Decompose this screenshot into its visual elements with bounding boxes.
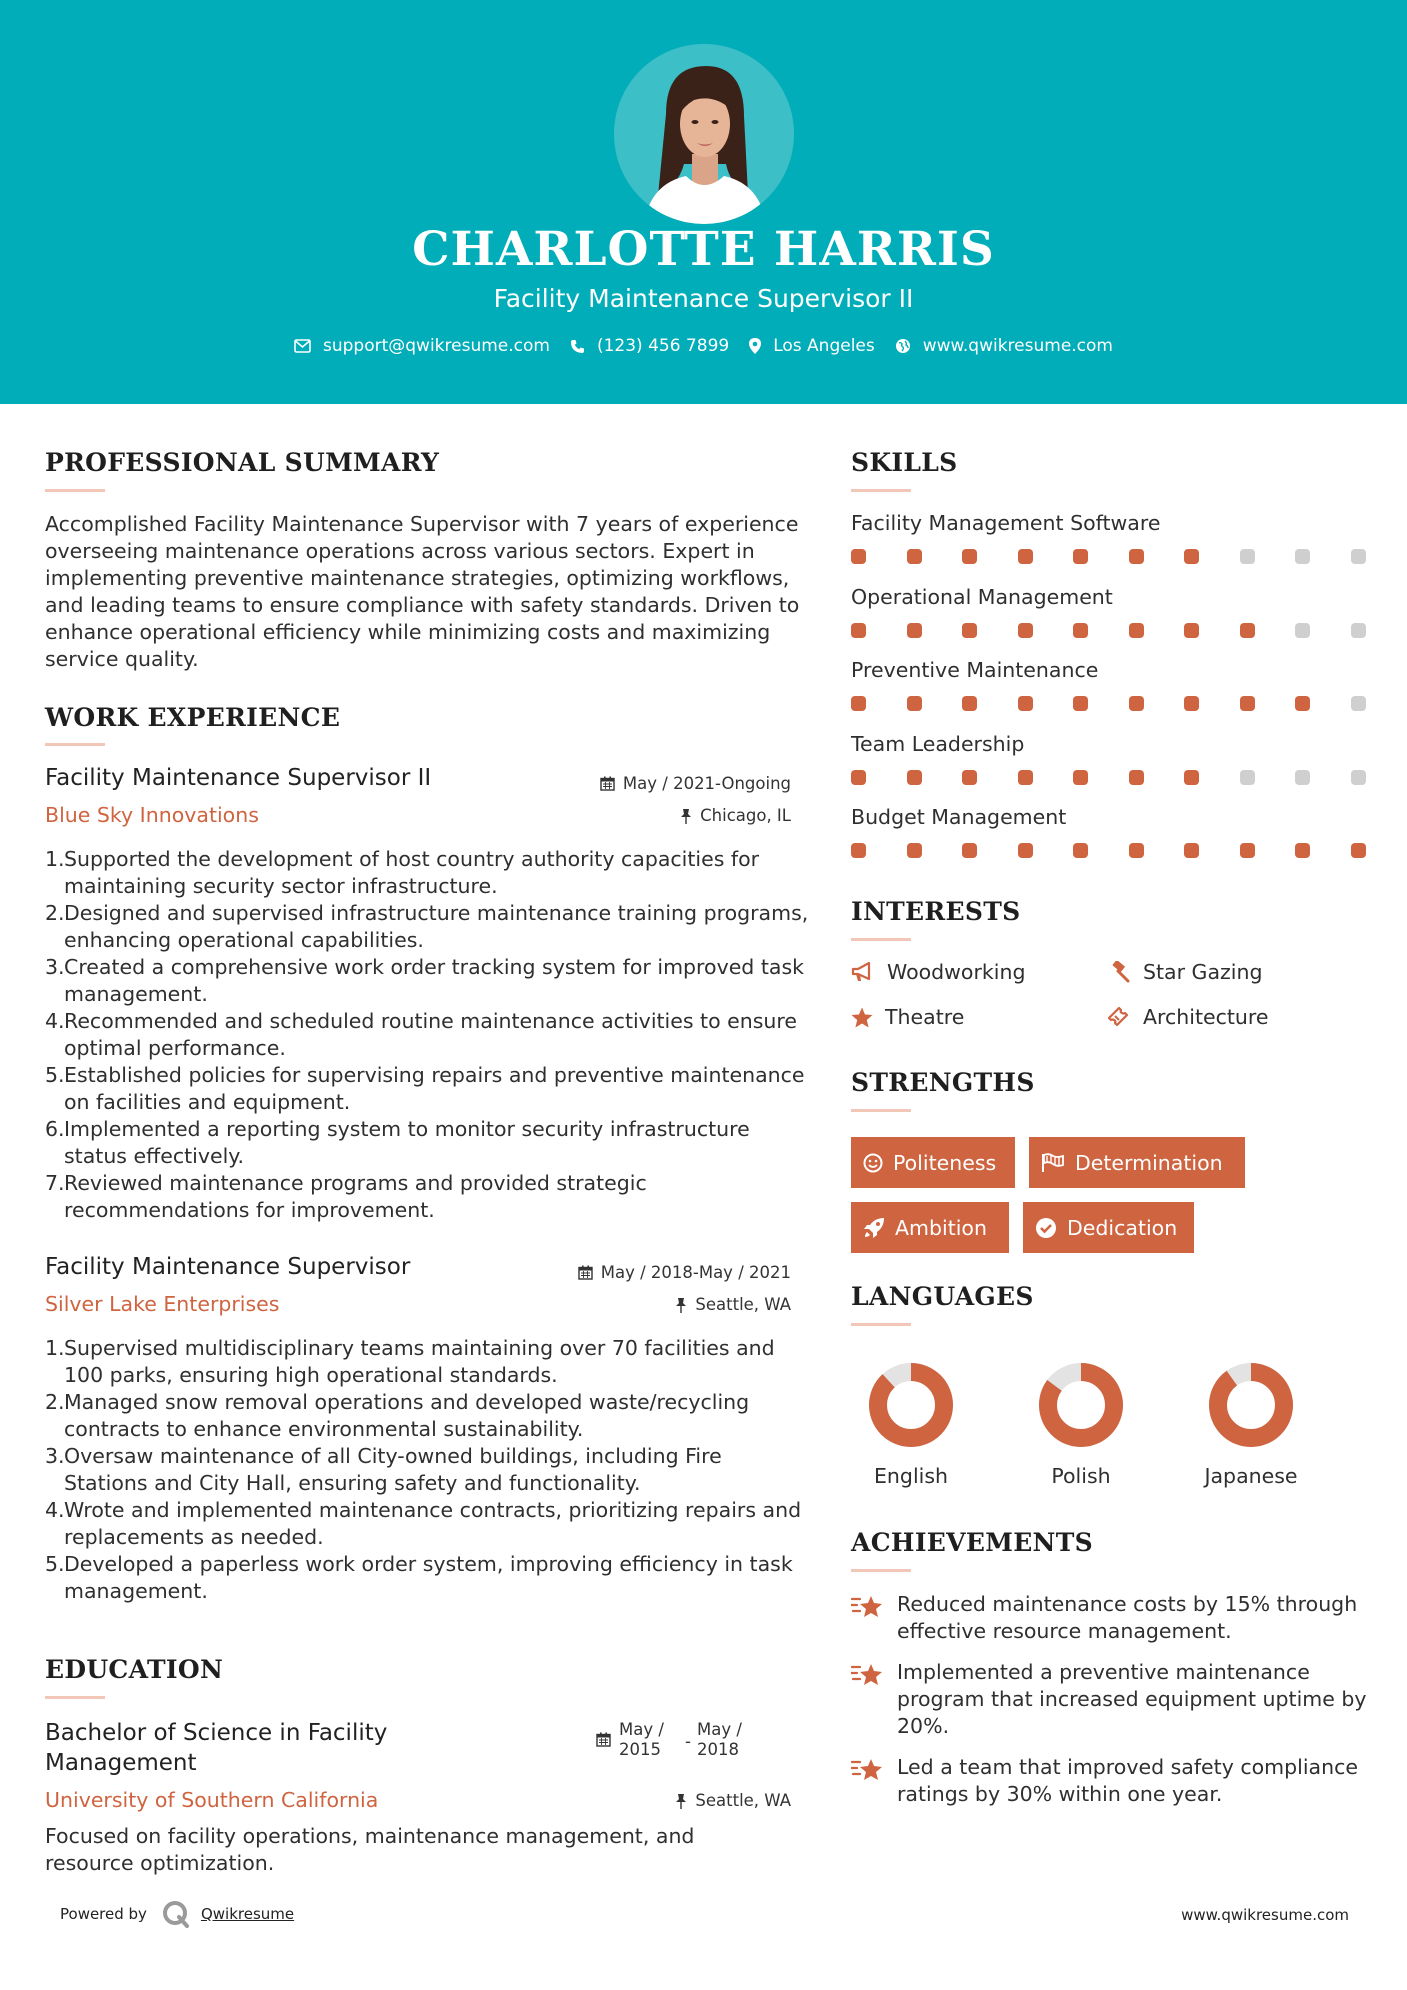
rating-dot	[1295, 549, 1310, 564]
list-item: 5. Developed a paperless work order system, improving efficiency in task management.	[45, 1552, 793, 1603]
website-text[interactable]: www.qwikresume.com	[922, 336, 1113, 356]
calendar-icon	[600, 776, 615, 791]
rating-dot	[1240, 696, 1255, 711]
language-donut	[866, 1360, 956, 1450]
rating-dot	[1073, 623, 1088, 638]
contact-bar	[0, 336, 1407, 356]
rating-dot	[1018, 549, 1033, 564]
list-item: 7. Reviewed maintenance programs and provided strategic recommendations for improvement.	[45, 1171, 647, 1222]
rocket-icon	[863, 1217, 885, 1239]
rating-dot	[1184, 623, 1199, 638]
start-date-text: May / 2015	[619, 1720, 664, 1759]
job-date	[578, 1263, 791, 1282]
list-item: 4. Recommended and scheduled routine maintenance activities to ensure optimal performance.	[45, 1009, 798, 1060]
globe-icon	[895, 338, 911, 354]
rating-dot	[1240, 770, 1255, 785]
interest-item: Architecture	[1107, 1005, 1269, 1029]
shooting-star-icon	[851, 1661, 885, 1687]
date-text: May / 2021-Ongoing	[622, 774, 791, 793]
skills-heading: SKILLS	[851, 448, 958, 477]
skill-rating	[851, 549, 1406, 564]
rating-dot	[1184, 696, 1199, 711]
rating-dot	[1018, 770, 1033, 785]
job-duties-list	[45, 846, 810, 1224]
rating-dot	[1351, 696, 1366, 711]
gavel-icon	[1107, 961, 1131, 983]
rating-dot	[1129, 623, 1144, 638]
donut-level-arc	[1218, 1372, 1284, 1438]
achievements-underline	[851, 1569, 911, 1572]
location-text: Chicago, IL	[700, 806, 791, 825]
education-underline	[45, 1696, 105, 1699]
list-item: 3. Oversaw maintenance of all City-owned buildings, including Fire Stations and City Hall, ensuring safety and functionality.	[45, 1444, 722, 1495]
strengths-heading: STRENGTHS	[851, 1068, 1035, 1097]
contact-email[interactable]	[294, 336, 550, 356]
company-name: Blue Sky Innovations	[45, 803, 259, 827]
list-item: 1. Supported the development of host country authority capacities for maintaining security sector infrastructure.	[45, 847, 760, 898]
interest-item: Woodworking	[851, 960, 1025, 984]
rating-dot	[1295, 696, 1310, 711]
rating-dot	[1295, 623, 1310, 638]
list-item: 2. Managed snow removal operations and developed waste/recycling contracts to enhance environmental sustainability.	[45, 1390, 750, 1441]
brand-link[interactable]: Qwikresume	[200, 1905, 295, 1923]
language-item	[1011, 1360, 1151, 1488]
rating-dot	[1351, 623, 1366, 638]
rating-dot	[1129, 770, 1144, 785]
interests-underline	[851, 938, 911, 941]
footer-powered-by	[60, 1899, 294, 1929]
skill-rating	[851, 770, 1406, 785]
calendar-icon	[596, 1732, 611, 1747]
contact-location	[749, 336, 875, 356]
rating-dot	[1240, 843, 1255, 858]
location-text: Los Angeles	[773, 336, 875, 356]
end-date-text: May / 2018	[696, 1720, 742, 1759]
rating-dot	[1351, 549, 1366, 564]
calendar-icon	[578, 1265, 593, 1280]
rating-dot	[907, 770, 922, 785]
rating-dot	[1129, 843, 1144, 858]
footer-website[interactable]: www.qwikresume.com	[1181, 1906, 1349, 1924]
star-icon	[851, 1007, 873, 1028]
pushpin-icon	[675, 1297, 687, 1313]
education-date	[596, 1720, 749, 1760]
languages-underline	[851, 1323, 911, 1326]
education-heading: EDUCATION	[45, 1655, 224, 1684]
rating-dot	[962, 770, 977, 785]
rating-dot	[907, 696, 922, 711]
summary-underline	[45, 489, 105, 492]
envelope-icon	[294, 339, 311, 353]
job-title: Facility Maintenance Supervisor II	[45, 765, 432, 791]
rating-dot	[907, 549, 922, 564]
education-description: Focused on facility operations, maintenance management, and resource optimization.	[45, 1824, 695, 1875]
donut-level-arc	[878, 1372, 944, 1438]
rating-dot	[1073, 843, 1088, 858]
rating-dot	[962, 623, 977, 638]
skill-name: Preventive Maintenance	[851, 658, 1099, 682]
achievement-text: Implemented a preventive maintenance program that increased equipment uptime by 20%.	[897, 1660, 1367, 1738]
language-donut	[1036, 1360, 1126, 1450]
contact-website[interactable]	[895, 336, 1113, 356]
rating-dot	[1073, 696, 1088, 711]
summary-text: Accomplished Facility Maintenance Supervisor with 7 years of experience overseeing maintenance operations across various sectors. Expert in implementing preventive maintenance strategies, optimizing workflows, and leading teams to ensure compliance with safety standards. Driven to enhance operational efficiency while minimizing costs and maximizing service quality.	[45, 512, 800, 671]
rating-dot	[1351, 770, 1366, 785]
header-banner	[0, 0, 1407, 404]
smile-icon	[863, 1153, 883, 1173]
skill-name: Team Leadership	[851, 731, 1025, 756]
company-name: Silver Lake Enterprises	[45, 1292, 280, 1316]
location-text: Seattle, WA	[695, 1295, 791, 1314]
skill-rating	[851, 843, 1406, 858]
interests-heading: INTERESTS	[851, 897, 1021, 926]
profile-photo	[614, 44, 794, 224]
job-title: Facility Maintenance Supervisor	[45, 1254, 411, 1280]
email-text[interactable]: support@qwikresume.com	[323, 336, 550, 356]
rating-dot	[1184, 549, 1199, 564]
education-location	[675, 1791, 791, 1810]
language-item	[1181, 1360, 1321, 1488]
strength-chip: Ambition	[851, 1202, 1009, 1253]
location-text: Seattle, WA	[695, 1791, 791, 1810]
rating-dot	[1295, 843, 1310, 858]
rating-dot	[1129, 696, 1144, 711]
rating-dot	[1129, 549, 1144, 564]
skill-name: Budget Management	[851, 805, 1067, 829]
contact-phone[interactable]	[570, 336, 729, 356]
list-item: 4. Wrote and implemented maintenance contracts, prioritizing repairs and replacements as needed.	[45, 1498, 802, 1549]
language-label: English	[873, 1464, 949, 1488]
rating-dot	[851, 843, 866, 858]
qwikresume-logo-icon	[161, 1899, 191, 1929]
achievements-heading: ACHIEVEMENTS	[851, 1528, 1093, 1557]
skill-name: Operational Management	[851, 584, 1113, 609]
languages-heading: LANGUAGES	[851, 1282, 1034, 1311]
list-item: 6. Implemented a reporting system to monitor security infrastructure status effectively.	[45, 1117, 750, 1168]
phone-text[interactable]: (123) 456 7899	[596, 336, 730, 356]
map-pin-icon	[749, 338, 761, 354]
list-item: 2. Designed and supervised infrastructure maintenance training programs, enhancing operational capabilities.	[45, 901, 809, 952]
rating-dot	[851, 770, 866, 785]
powered-by-text: Powered by	[60, 1905, 147, 1923]
rating-dot	[962, 549, 977, 564]
shooting-star-icon	[851, 1756, 885, 1782]
rating-dot	[1351, 843, 1366, 858]
rating-dot	[1184, 843, 1199, 858]
rating-dot	[1184, 770, 1199, 785]
strength-chip: Politeness	[851, 1137, 1015, 1188]
achievement-item	[851, 1659, 1371, 1740]
language-donut	[1206, 1360, 1296, 1450]
language-item	[841, 1360, 981, 1488]
job-date	[600, 774, 791, 793]
check-circle-icon	[1035, 1217, 1057, 1239]
rating-dot	[851, 696, 866, 711]
school-name: University of Southern California	[45, 1788, 379, 1812]
strengths-underline	[851, 1109, 911, 1112]
skill-rating	[851, 623, 1406, 638]
achievement-text: Reduced maintenance costs by 15% through effective resource management.	[897, 1592, 1358, 1643]
job-location	[680, 806, 791, 825]
rating-dot	[851, 549, 866, 564]
list-item: 3. Created a comprehensive work order tracking system for improved task management.	[45, 955, 804, 1006]
skills-underline	[851, 489, 911, 492]
job-location	[675, 1295, 791, 1314]
experience-underline	[45, 743, 105, 746]
rating-dot	[962, 843, 977, 858]
shooting-star-icon	[851, 1593, 885, 1619]
date-separator: -	[685, 1732, 691, 1751]
rating-dot	[907, 843, 922, 858]
date-text: May / 2018-May / 2021	[600, 1263, 791, 1282]
rating-dot	[1018, 696, 1033, 711]
strength-chip: Dedication	[1023, 1202, 1194, 1253]
rating-dot	[1018, 623, 1033, 638]
interest-item: Theatre	[851, 1005, 964, 1029]
flag-icon	[1041, 1153, 1065, 1173]
skill-name: Facility Management Software	[851, 511, 1161, 535]
skill-rating	[851, 696, 1406, 711]
interest-item: Star Gazing	[1107, 960, 1262, 984]
bullhorn-icon	[851, 962, 875, 982]
rating-dot	[907, 623, 922, 638]
candidate-name: CHARLOTTE HARRIS	[412, 222, 995, 277]
achievement-item	[851, 1754, 1371, 1808]
rating-dot	[1240, 549, 1255, 564]
degree-title: Bachelor of Science in Facility Management	[45, 1720, 388, 1776]
phone-icon	[570, 339, 585, 354]
rating-dot	[1240, 623, 1255, 638]
summary-heading: PROFESSIONAL SUMMARY	[45, 448, 440, 477]
rating-dot	[1018, 843, 1033, 858]
pushpin-icon	[675, 1793, 687, 1809]
rating-dot	[962, 696, 977, 711]
list-item: 1. Supervised multidisciplinary teams maintaining over 70 facilities and 100 parks, ensuring high operational standards.	[45, 1336, 775, 1387]
strength-chip: Determination	[1029, 1137, 1245, 1188]
ticket-icon	[1107, 1006, 1131, 1028]
rating-dot	[1295, 770, 1310, 785]
rating-dot	[851, 623, 866, 638]
rating-dot	[1073, 770, 1088, 785]
list-item: 5. Established policies for supervising repairs and preventive maintenance on facilities and equipment.	[45, 1063, 805, 1114]
achievement-item	[851, 1591, 1371, 1645]
language-label: Japanese	[1204, 1464, 1298, 1488]
language-label: Polish	[1051, 1464, 1111, 1488]
candidate-title: Facility Maintenance Supervisor II	[493, 284, 914, 313]
rating-dot	[1073, 549, 1088, 564]
job-duties-list	[45, 1335, 810, 1605]
experience-heading: WORK EXPERIENCE	[45, 703, 341, 732]
pushpin-icon	[680, 808, 692, 824]
achievement-text: Led a team that improved safety compliance ratings by 30% within one year.	[897, 1755, 1358, 1806]
